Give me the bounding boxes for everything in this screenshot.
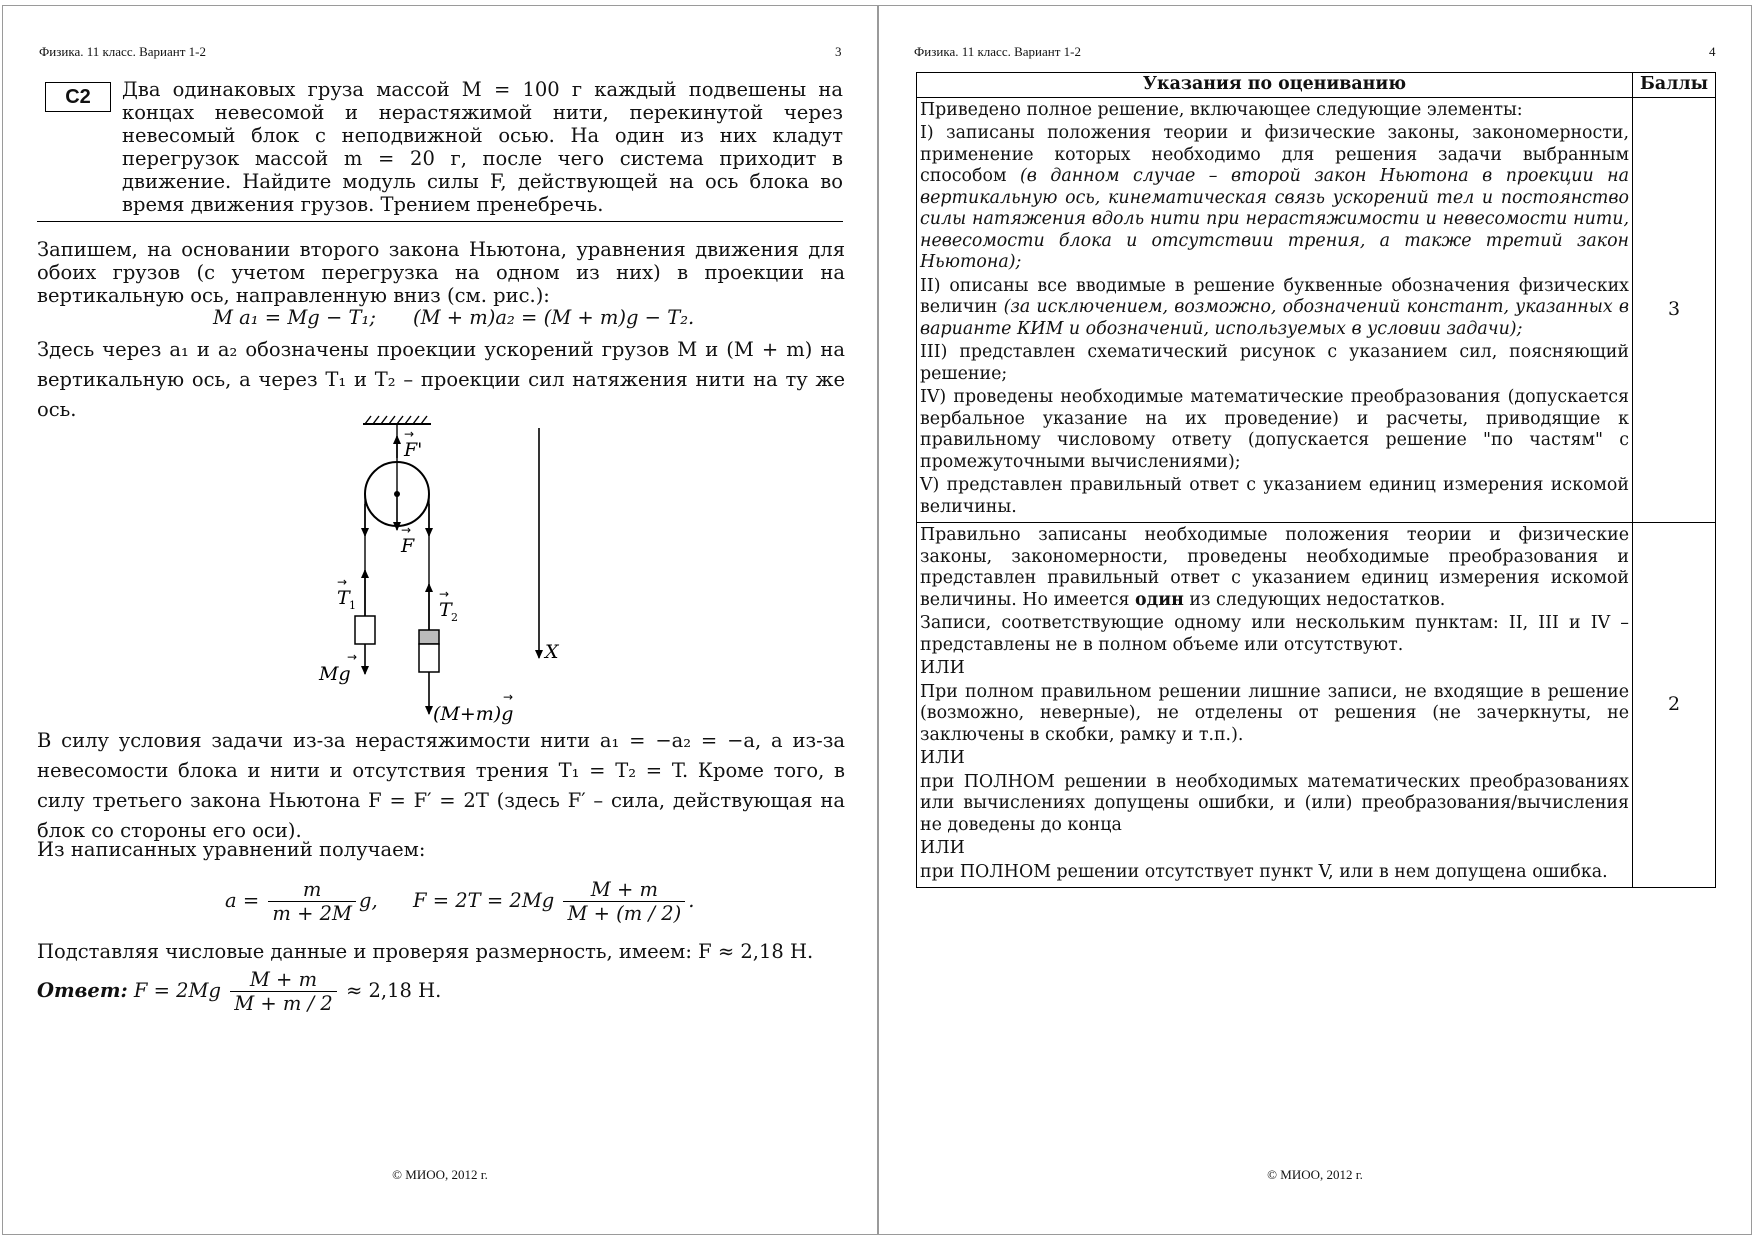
equation-force: F = 2T = 2Mg $\frac{M + m}{M + (m / 2)}$ . [413, 878, 695, 925]
page-3 [2, 5, 878, 1235]
t1-label: T [337, 587, 350, 609]
f-prime-vector-mark: → [404, 427, 415, 441]
solution-paragraph-5: Подставляя числовые данные и проверяя размерность, имеем: F ≈ 2,18 Н. [37, 940, 814, 963]
solution-paragraph-4: Из написанных уравнений получаем: [37, 838, 426, 861]
f-prime-label: F' [404, 439, 423, 461]
solution-paragraph-2: Здесь через a₁ и a₂ обозначены проекции ускорений грузов M и (M + m) на вертикальную ось, а через T₁ и T₂ – проекции сил натяжения нити на ту же ось. [37, 338, 845, 421]
page-number: 3 [835, 44, 842, 59]
problem-divider [37, 221, 843, 222]
criteria-row-2-points [917, 523, 1716, 888]
acceleration-fraction: $\frac{m}{m + 2M}$ [268, 878, 356, 925]
footer-copyright: © МИОО, 2012 г. [1267, 1167, 1363, 1182]
criteria-row-3-points [917, 97, 1716, 523]
footer-copyright: © МИОО, 2012 г. [392, 1167, 488, 1182]
criteria-column-header: Указания по оцениванию [917, 73, 1633, 98]
table-header-row [917, 73, 1716, 98]
t2-vector-mark: → [439, 587, 450, 601]
weight-m [355, 616, 375, 644]
points-column-header: Баллы [1633, 73, 1716, 98]
header-title: Физика. 11 класс. Вариант 1-2 [914, 44, 1081, 59]
page-4 [878, 5, 1752, 1235]
problem-statement [37, 78, 843, 216]
weight-M-right [419, 644, 439, 672]
page-number: 4 [1709, 44, 1716, 59]
ceiling [363, 416, 431, 424]
criteria-cell: Правильно записаны необходимые положения теории и физические законы, закономерности, проведены необходимые преобразования и представлен правильный ответ с указанием единиц измерения искомой величины. Но имеется один из следующих недостатков. Записи, соответствующие одному или нескольким пунктам: II, III и IV – представлены не в полном объеме или отсутствуют. ИЛИ При полном правильном решении лишние записи, не входящие в решение (возможно, неверные), не отделены от решения (не зачеркнуты, не заключены в скобки, рамку и т.п.). ИЛИ при ПОЛНОМ решении в необходимых математических преобразованиях или вычислениях допущены ошибки, и (или) преобразования/вычисления не доведены до конца ИЛИ при ПОЛНОМ решении отсутствует пункт V, или в нем допущена ошибка. [917, 523, 1633, 888]
mg-label: Mg [319, 663, 351, 685]
mmg-vector-mark: → [503, 690, 514, 704]
force-fraction: $\frac{M + m}{M + (m / 2)}$ [563, 878, 685, 925]
header-title: Физика. 11 класс. Вариант 1-2 [39, 44, 206, 59]
answer-label: Ответ: [37, 979, 128, 1002]
problem-text: Два одинаковых груза массой M = 100 г каждый подвешены на концах невесомой и нерастяжимой нити, перекинутой через невесомый блок с неподвижной осью. На один из них кладут перегрузок массой m = 20 г, после чего система приходит в движение. Найдите модуль силы F, действующей на ось блока во время движения грузов. Трением пренебречь. [122, 78, 843, 216]
equation-1: M a₁ = Mg − T₁; [213, 306, 376, 329]
criteria-cell: Приведено полное решение, включающее следующие элементы: I) записаны положения теории и физические законы, закономерности, применение которых необходимо для решения задачи выбранным способом (в данном случае – второй закон Ньютона в проекции на вертикальную ось, кинематическая связь ускорений тел и постоянство силы натяжения вдоль нити при нерастяжимости и невесомости нити, невесомости блока и отсутствии трения, а также третий закон Ньютона); II) описаны все вводимые в решение буквенные обозначения физических величин (за исключением, возможно, обозначений констант, указанных в варианте КИМ и обозначений, используемых в условии задачи); III) представлен схематический рисунок с указанием сил, поясняющий решение; IV) проведены необходимые математические преобразования (допускается вербальное указание на их проведение) и расчеты, приводящие к правильному числовому ответу (допускается решение "по частям" с промежуточными вычислениями); V) представлен правильный ответ с указанием единиц измерения искомой величины. [917, 97, 1633, 523]
mmg-label: (M+m)g [433, 703, 514, 725]
t2-label: T [439, 599, 452, 621]
solution-paragraph-3: В силу условия задачи из-за нерастяжимости нити a₁ = −a₂ = −a, а из-за невесомости блока и нити и отсутствия трения T₁ = T₂ = T. Кроме того, в силу третьего закона Ньютона F = F′ = 2T (здесь F′ – сила, действующая на блок со стороны его оси). [37, 729, 845, 842]
answer: Ответ: F = 2Mg $\frac{M + m}{M + m / 2}$ ≈ 2,18 Н. [37, 968, 442, 1015]
pulley-diagram [303, 408, 563, 728]
t1-vector-mark: → [337, 575, 348, 589]
equation-2: (M + m)a₂ = (M + m)g − T₂. [413, 306, 695, 329]
grading-criteria-table [916, 72, 1716, 888]
t1-subscript: 1 [349, 599, 356, 612]
mg-vector-mark: → [347, 650, 358, 664]
points-cell: 2 [1633, 523, 1716, 888]
x-axis-label: X [545, 641, 559, 663]
solution-paragraph-1: Запишем, на основании второго закона Ньютона, уравнения движения для обоих грузов (с учетом перегрузка на одном из них) в проекции на вертикальную ось, направленную вниз (см. рис.): [37, 238, 845, 307]
f-label: F [401, 535, 415, 557]
f-vector-mark: → [401, 523, 412, 537]
points-cell: 3 [1633, 97, 1716, 523]
equation-acceleration: a = $\frac{m}{m + 2M}$ g, [225, 878, 378, 925]
t2-subscript: 2 [451, 611, 458, 624]
overweight-m [419, 630, 439, 644]
answer-fraction: $\frac{M + m}{M + m / 2}$ [230, 968, 337, 1015]
problem-label: С2 [45, 82, 111, 112]
